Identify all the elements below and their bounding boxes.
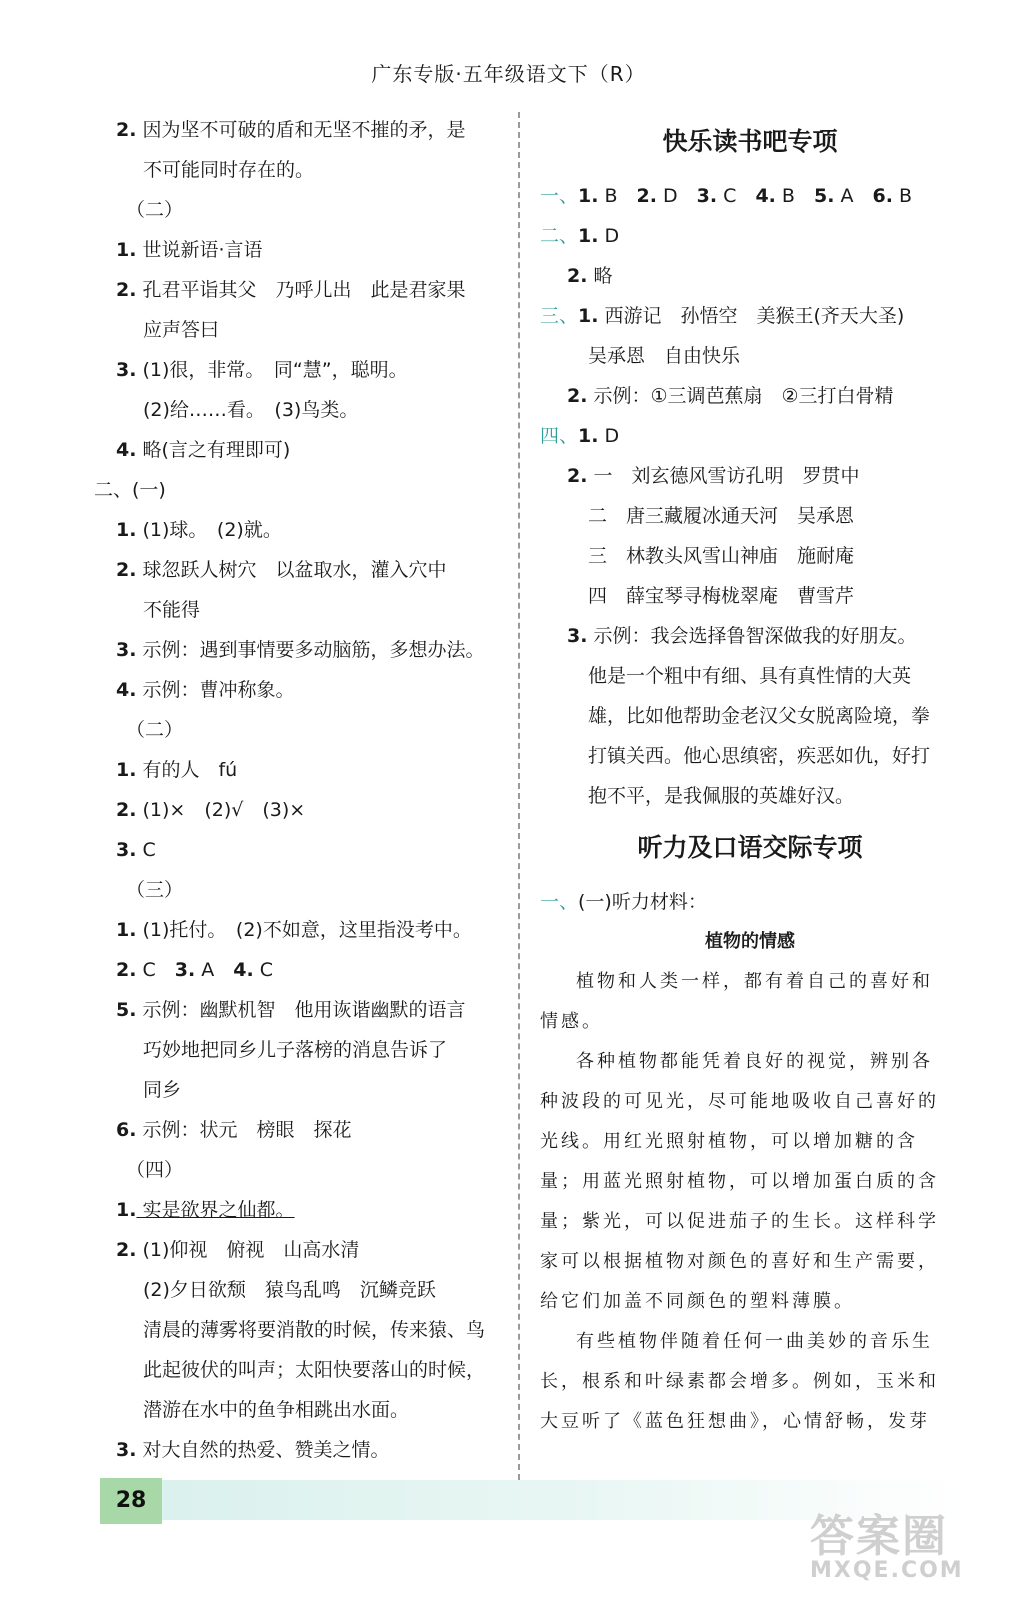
item-text: (1)托付。 (2)不如意，这里指没考中。: [136, 919, 472, 941]
answer-line: [116, 430, 504, 470]
answer-line: [116, 990, 504, 1030]
column-divider: [518, 112, 520, 1490]
item-number: 5.: [813, 185, 835, 207]
item-text: 西游记 孙悟空 美猴王(齐天大圣): [598, 305, 905, 327]
answer-line: [540, 736, 960, 776]
item-text: 同乡: [143, 1079, 182, 1101]
item-text: 有的人 fú: [136, 759, 238, 781]
item-number: 2.: [116, 959, 137, 981]
answer-line: [540, 696, 960, 736]
item-number: 5.: [116, 999, 137, 1021]
answer-line: [116, 1310, 504, 1350]
answer-line: [116, 270, 504, 310]
answer-line: [94, 470, 504, 510]
item-text: 一 刘玄德风雪访孔明 罗贯中: [587, 465, 860, 487]
item-number: 2.: [567, 265, 588, 287]
item-text: 示例：①三调芭蕉扇 ②三打白骨精: [587, 385, 894, 407]
intro-text: (一)听力材料：: [578, 891, 707, 913]
answer-line: [116, 870, 504, 910]
item-number: 2.: [567, 465, 588, 487]
item-text: 巧妙地把同乡儿子落榜的消息告诉了: [143, 1039, 448, 1061]
item-text: (1)很，非常。 同“慧”，聪明。: [136, 359, 408, 381]
right-column: [540, 110, 960, 1442]
item-text: 因为坚不可破的盾和无坚不摧的矛，是: [136, 119, 466, 141]
answer-line: [116, 1190, 504, 1230]
item-text: 示例：幽默机智 他用诙谐幽默的语言: [136, 999, 466, 1021]
answer-line: [116, 910, 504, 950]
answer-line: [116, 190, 504, 230]
item-text: 打镇关西。他心思缜密，疾恶如仇，好打: [588, 745, 931, 767]
item-text: B: [892, 185, 912, 207]
section-title-reading: 快乐读书吧专项: [662, 127, 838, 156]
item-text: 示例：遇到事情要多动脑筋，多想办法。: [136, 639, 485, 661]
answer-line: [540, 536, 960, 576]
item-text: 抱不平，是我佩服的英雄好汉。: [588, 785, 855, 807]
item-text: 球忽跃人树穴 以盆取水，灌入穴中: [136, 559, 447, 581]
story-title: 植物的情感: [705, 931, 795, 952]
answer-line: [540, 776, 960, 816]
answer-line: [116, 630, 504, 670]
answer-line: [116, 1350, 504, 1390]
answer-line: [116, 310, 504, 350]
item-number: 1.: [116, 239, 137, 261]
item-text: (1)× (2)√ (3)×: [136, 799, 306, 821]
answer-line: [116, 750, 504, 790]
answer-line: [116, 1230, 504, 1270]
item-number: 3.: [116, 1439, 137, 1461]
item-number: 1.: [578, 225, 599, 247]
item-text: A: [195, 959, 234, 981]
item-number: 3.: [567, 625, 588, 647]
page-header: 广东专版·五年级语文下（R）: [371, 62, 646, 86]
item-number: 2.: [567, 385, 588, 407]
answer-line: [116, 1430, 504, 1470]
answer-line: [116, 590, 504, 630]
answer-line: [540, 496, 960, 536]
story-paragraph: 有些植物伴随着任何一曲美妙的音乐生长，根系和叶绿素都会增多。例如，玉米和大豆听了《蓝色狂想曲》，心情舒畅，发芽: [540, 1331, 939, 1432]
answer-line: [540, 656, 960, 696]
item-text: 雄，比如他帮助金老汉父女脱离险境，拳: [588, 705, 931, 727]
answer-line: [540, 616, 960, 656]
section-lead: 四、: [540, 425, 579, 447]
answer-line: [540, 336, 960, 376]
story-body: [540, 962, 940, 1442]
answer-line: [116, 790, 504, 830]
answer-line: [540, 376, 960, 416]
story-paragraph: 植物和人类一样，都有着自己的喜好和情感。: [540, 971, 933, 1032]
item-number: 3.: [174, 959, 196, 981]
section-lead: 一、: [540, 185, 579, 207]
answer-line: [116, 230, 504, 270]
answer-line: [540, 456, 960, 496]
answer-line: [116, 550, 504, 590]
item-text: (1)仰视 俯视 山高水清: [136, 1239, 360, 1261]
item-text: B: [598, 185, 637, 207]
answer-line: [116, 670, 504, 710]
watermark-logo: [810, 1500, 990, 1590]
item-number: 2.: [636, 185, 657, 207]
answer-line: [540, 416, 960, 456]
item-number: 2.: [116, 119, 137, 141]
section-lead: 三、: [540, 305, 579, 327]
answer-line: [116, 1070, 504, 1110]
item-text: 略: [587, 265, 613, 287]
item-text: 他是一个粗中有细、具有真性情的大英: [588, 665, 912, 687]
section-lead: 一、: [540, 891, 579, 913]
answer-line: [116, 830, 504, 870]
answer-line: [116, 150, 504, 190]
answer-line: [540, 176, 960, 216]
item-number: 2.: [116, 799, 137, 821]
item-number: 2.: [116, 1239, 137, 1261]
answer-line: [116, 510, 504, 550]
item-text: A: [834, 185, 873, 207]
item-text: 示例：状元 榜眼 探花: [136, 1119, 352, 1141]
watermark-text: 答案圈: [810, 1511, 948, 1562]
answer-line: [540, 576, 960, 616]
item-text: 略(言之有理即可): [136, 439, 291, 461]
item-number: 4.: [116, 439, 137, 461]
item-text: 示例：我会选择鲁智深做我的好朋友。: [587, 625, 917, 647]
item-number: 1.: [116, 519, 137, 541]
item-text: 二、(一): [94, 479, 166, 501]
item-number: 6.: [116, 1119, 137, 1141]
item-text: 不可能同时存在的。: [143, 159, 315, 181]
item-number: 1.: [116, 759, 137, 781]
item-text: （四）: [126, 1159, 184, 1181]
answer-line: [116, 710, 504, 750]
item-number: 4.: [755, 185, 776, 207]
answer-line: [116, 1390, 504, 1430]
item-text: C: [253, 959, 274, 981]
item-text: D: [598, 425, 620, 447]
item-number: 1.: [578, 425, 599, 447]
section-lead: 二、: [540, 225, 579, 247]
item-text: 世说新语·言语: [136, 239, 263, 261]
item-number: 4.: [233, 959, 254, 981]
item-text: 四 薛宝琴寻梅栊翠庵 曹雪芹: [588, 585, 855, 607]
reading-answers: [540, 176, 960, 816]
item-text: （二）: [126, 719, 184, 741]
item-number: 3.: [696, 185, 718, 207]
item-number: 1.: [578, 185, 599, 207]
item-text: （二）: [126, 199, 184, 221]
answer-line: [540, 296, 960, 336]
listening-intro: [540, 882, 960, 922]
item-text: 应声答曰: [143, 319, 220, 341]
item-text: C: [136, 959, 175, 981]
item-text: 吴承恩 自由快乐: [588, 345, 741, 367]
item-text: D: [598, 225, 620, 247]
item-number: 2.: [116, 559, 137, 581]
item-text: 清晨的薄雾将要消散的时候，传来猿、鸟: [143, 1319, 486, 1341]
section-title-listening: 听力及口语交际专项: [637, 833, 863, 862]
answer-line: [116, 390, 504, 430]
item-text: 不能得: [143, 599, 201, 621]
left-column: [94, 110, 504, 1470]
item-number: 3.: [116, 839, 137, 861]
item-text: 孔君平诣其父 乃呼儿出 此是君家果: [136, 279, 466, 301]
answer-line: [116, 1110, 504, 1150]
item-number: 4.: [116, 679, 137, 701]
story-paragraph: 各种植物都能凭着良好的视觉，辨别各种波段的可见光，尽可能地吸收自己喜好的光线。用红光照射植物，可以增加糖的含量；用蓝光照射植物，可以增加蛋白质的含量；紫光，可以促进茄子的生长。这样科学家可以根据植物对颜色的喜好和生产需要，给它们加盖不同颜色的塑料薄膜。: [540, 1051, 939, 1312]
answer-line: [116, 1270, 504, 1310]
answer-line: [540, 216, 960, 256]
item-text: D: [657, 185, 697, 207]
answer-line: [116, 110, 504, 150]
item-text: 对大自然的热爱、赞美之情。: [136, 1439, 390, 1461]
item-number: 1.: [116, 1199, 137, 1221]
page-number: 28: [100, 1478, 162, 1524]
item-number: 1.: [578, 305, 599, 327]
item-number: 6.: [872, 185, 893, 207]
item-text: 实是欲界之仙都。: [136, 1199, 295, 1221]
answer-line: [116, 350, 504, 390]
item-text: (2)给……看。 (3)鸟类。: [143, 399, 359, 421]
item-text: （三）: [126, 879, 184, 901]
item-number: 2.: [116, 279, 137, 301]
item-text: 二 唐三藏履冰通天河 吴承恩: [588, 505, 855, 527]
item-text: (1)球。 (2)就。: [136, 519, 282, 541]
item-text: B: [775, 185, 814, 207]
answer-line: [116, 1150, 504, 1190]
item-text: 示例：曹冲称象。: [136, 679, 295, 701]
watermark-url: MXQE.COM: [810, 1558, 964, 1583]
item-number: 3.: [116, 359, 137, 381]
item-number: 3.: [116, 639, 137, 661]
item-number: 1.: [116, 919, 137, 941]
item-text: C: [717, 185, 756, 207]
answer-line: [116, 1030, 504, 1070]
item-text: 三 林教头风雪山神庙 施耐庵: [588, 545, 855, 567]
answer-line: [540, 256, 960, 296]
item-text: C: [136, 839, 156, 861]
item-text: 此起彼伏的叫声；太阳快要落山的时候，: [143, 1359, 486, 1381]
item-text: (2)夕日欲颓 猿鸟乱鸣 沉鳞竞跃: [143, 1279, 436, 1301]
item-text: 潜游在水中的鱼争相跳出水面。: [143, 1399, 410, 1421]
answer-line: [116, 950, 504, 990]
